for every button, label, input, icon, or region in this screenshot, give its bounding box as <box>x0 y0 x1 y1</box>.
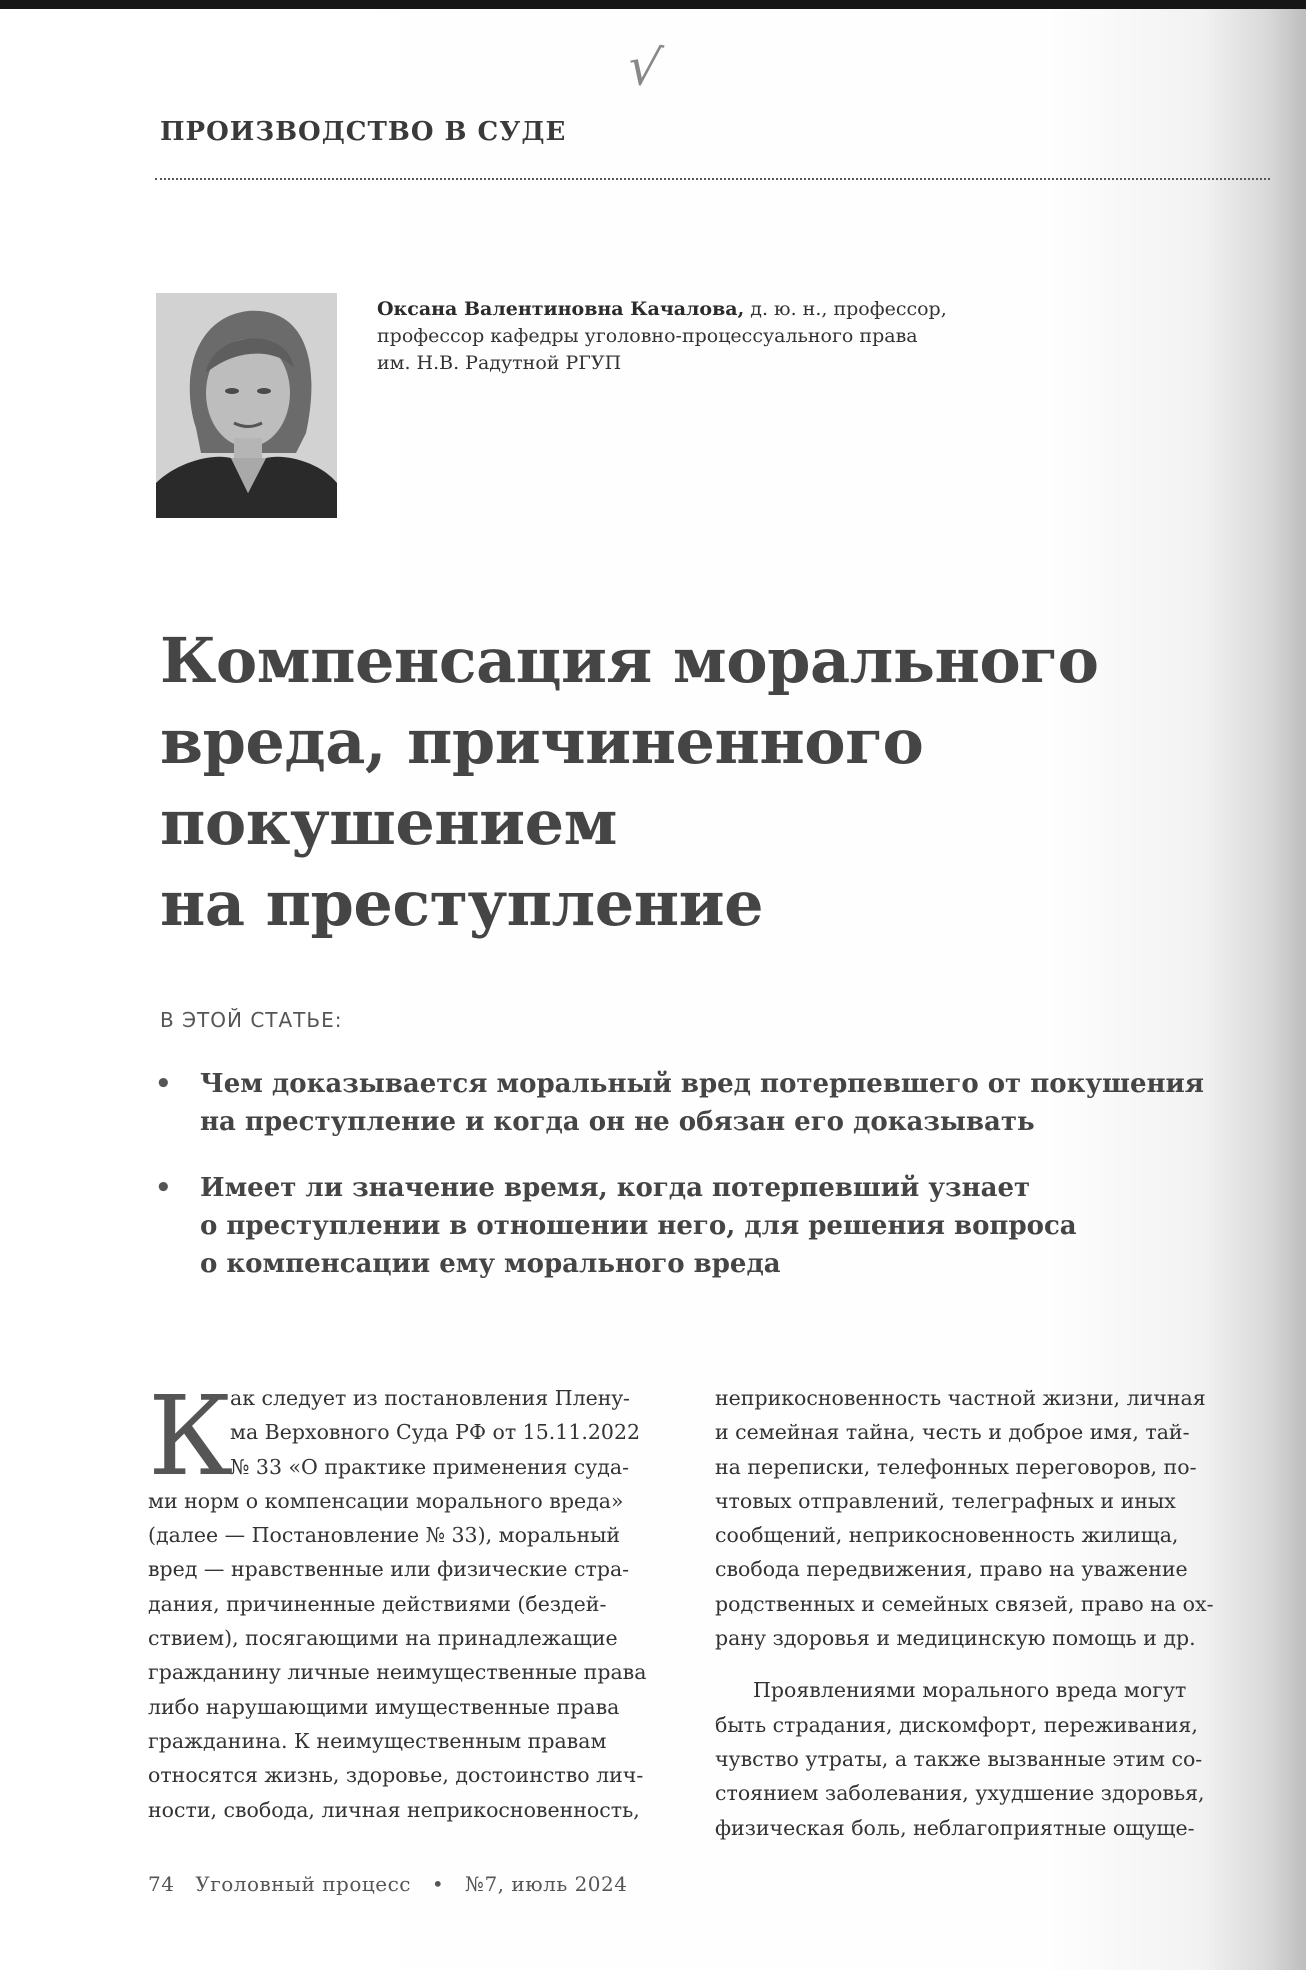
article-title-line: вреда, причиненного <box>160 705 924 778</box>
bullet-icon: • <box>155 1069 172 1099</box>
body-line: быть страдания, дискомфорт, переживания, <box>715 1712 1198 1737</box>
first-paragraph <box>148 1372 678 1827</box>
body-line: ми норм о компенсации морального вреда» <box>148 1488 624 1513</box>
bullet-icon: • <box>155 1173 172 1203</box>
issue-info: №7, июль 2024 <box>465 1872 628 1896</box>
body-line: сообщений, неприкосновенность жилища, <box>715 1523 1179 1548</box>
author-name: Оксана Валентиновна Качалова, <box>377 298 745 320</box>
body-line: физическая боль, неблагоприятные ощуще- <box>715 1815 1195 1840</box>
highlight-item <box>155 1169 1255 1283</box>
highlight-line: о преступлении в отношении него, для решения вопроса <box>200 1211 1077 1241</box>
highlight-line: Имеет ли значение время, когда потерпевший узнает <box>200 1173 1031 1203</box>
handwritten-check-mark: √ <box>623 35 666 101</box>
footer-separator: • <box>431 1872 445 1896</box>
body-line: ствием), посягающими на принадлежащие <box>148 1626 618 1651</box>
body-line: гражданину личные неимущественные права <box>148 1660 647 1685</box>
body-line: неприкосновенность частной жизни, личная <box>715 1386 1206 1410</box>
author-position: профессор кафедры уголовно-процессуального права <box>377 325 918 347</box>
highlight-line: на преступление и когда он не обязан его доказывать <box>200 1107 1035 1137</box>
body-line: ности, свобода, личная неприкосновенность, <box>148 1797 640 1822</box>
body-line: ак следует из постановления Пленy- <box>230 1386 630 1410</box>
body-line: (далее — Постановление № 33), моральный <box>148 1523 621 1548</box>
page-footer <box>148 1872 641 1896</box>
author-photo <box>156 293 337 518</box>
in-article-label: В ЭТОЙ СТАТЬЕ: <box>160 1008 343 1032</box>
section-title: ПРОИЗВОДСТВО В СУДЕ <box>160 117 567 147</box>
article-title-line: покушением <box>160 786 617 859</box>
author-info <box>377 296 1077 377</box>
article-highlights <box>155 1065 1255 1311</box>
body-line: ма Верховного Суда РФ от 15.11.2022 <box>230 1420 641 1445</box>
body-line: стоянием заболевания, ухудшение здоровья, <box>715 1781 1205 1806</box>
body-line: № 33 «О практике применения суда- <box>230 1454 630 1479</box>
body-line: либо нарушающими имущественные права <box>148 1694 620 1719</box>
body-line: вред — нравственные или физические стра- <box>148 1557 630 1582</box>
highlight-line: Чем доказывается моральный вред потерпевшего от покушения <box>200 1069 1205 1099</box>
author-degree: д. ю. н., профессор, <box>744 298 947 320</box>
body-line: чувство утраты, а также вызванные этим со- <box>715 1746 1203 1771</box>
highlight-item <box>155 1065 1255 1141</box>
article-title-line: Компенсация морального <box>160 624 1099 697</box>
body-column-left <box>148 1372 678 1827</box>
body-line: свобода передвижения, право на уважение <box>715 1557 1188 1582</box>
body-line: гражданина. К неимущественным правам <box>148 1728 607 1753</box>
body-line: Проявлениями морального вреда могут <box>753 1678 1187 1703</box>
highlight-line: о компенсации ему морального вреда <box>200 1249 781 1279</box>
journal-name: Уголовный процесс <box>195 1872 411 1896</box>
body-line: рану здоровья и медицинскую помощь и др. <box>715 1626 1196 1651</box>
body-line: и семейная тайна, честь и доброе имя, тай- <box>715 1420 1190 1445</box>
body-column-right <box>715 1381 1250 1845</box>
drop-cap: К <box>148 1372 234 1500</box>
body-line: чтовых отправлений, телеграфных и иных <box>715 1488 1176 1513</box>
author-portrait-icon <box>156 293 337 518</box>
author-affiliation: им. Н.В. Радутной РГУП <box>377 352 622 374</box>
article-title-line: на преступление <box>160 867 764 940</box>
body-line: дания, причиненные действиями (бездей- <box>148 1591 607 1616</box>
page-number: 74 <box>148 1872 175 1896</box>
paragraph-gap <box>715 1655 1250 1673</box>
section-divider <box>155 178 1270 180</box>
body-line: родственных и семейных связей, право на ох- <box>715 1591 1214 1616</box>
body-line: относятся жизнь, здоровье, достоинство лич- <box>148 1763 644 1788</box>
body-line: на переписки, телефонных переговоров, по- <box>715 1454 1197 1479</box>
article-title <box>160 620 1180 944</box>
scan-top-edge <box>0 0 1306 9</box>
